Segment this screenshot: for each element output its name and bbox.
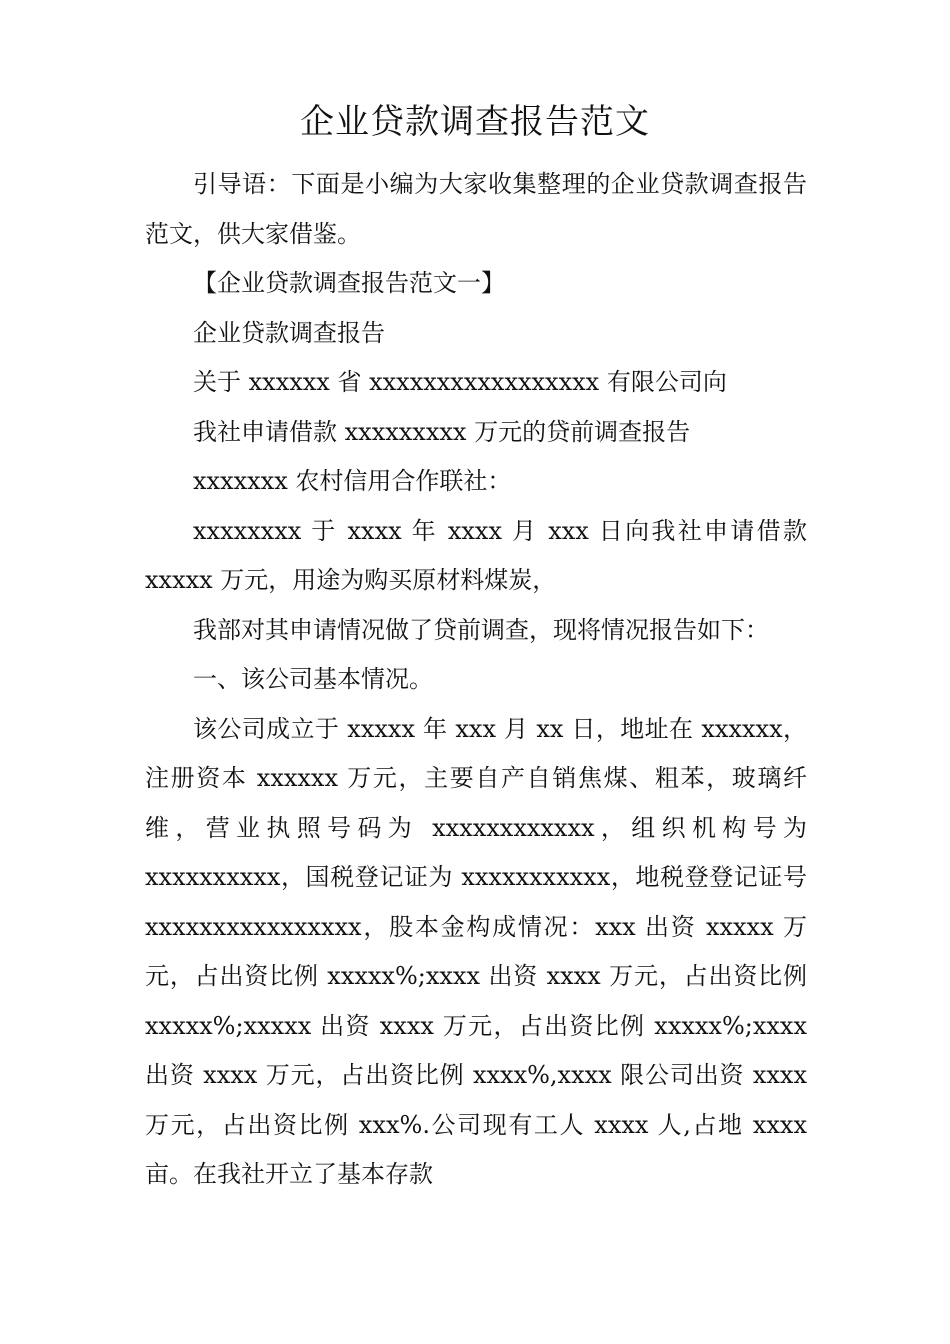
document-body (145, 160, 807, 1200)
section-heading: 【企业贷款调查报告范文一】 (193, 269, 505, 297)
document-title: 企业贷款调查报告范文 (300, 102, 650, 142)
intro-paragraph: 引导语：下面是小编为大家收集整理的企业贷款调查报告范文，供大家借鉴。 (145, 170, 807, 248)
application-paragraph: xxxxxxxx 于 xxxx 年 xxxx 月 xxx 日向我社申请借款 xxxxx 万元，用途为购买原材料煤炭， (145, 516, 807, 594)
section-one-heading: 一、该公司基本情况。 (193, 665, 433, 693)
report-subject-line-2: 我社申请借款 xxxxxxxxx 万元的贷前调查报告 (193, 417, 691, 446)
recipient-line: xxxxxxx 农村信用合作联社： (193, 467, 512, 495)
report-statement-paragraph: 我部对其申请情况做了贷前调查，现将情况报告如下： (193, 615, 769, 644)
report-subject-line-1: 关于 xxxxxx 省 xxxxxxxxxxxxxxxxx 有限公司向 (193, 368, 727, 396)
report-heading: 企业贷款调查报告 (193, 318, 385, 347)
company-info-paragraph: 该公司成立于 xxxxx 年 xxx 月 xx 日，地址在 xxxxxx，注册资本 xxxxxx 万元，主要自产自销焦煤、粗苯，玻璃纤维，营业执照号码为 xxxxxxxxxxxx，组织机构号为 xxxxxxxxxx，国税登记证为 xxxxxxxxxxx，地税登登记证号 xxxxxxxxxxxxxxxx，股本金构成情况：xxx 出资 xxxxx 万元，占出资比例 xxxxx%;xxxx 出资 xxxx 万元，占出资比例 xxxxx%;xxxxx 出资 xxxx 万元，占出资比例 xxxxx%;xxxx 出资 xxxx 万元，占出资比例 xxxx%,xxxx 限公司出资 xxxx 万元，占出资比例 xxx%.公司现有工人 xxxx 人,占地 xxxx 亩。在我社开立了基本存款 (145, 714, 807, 1188)
